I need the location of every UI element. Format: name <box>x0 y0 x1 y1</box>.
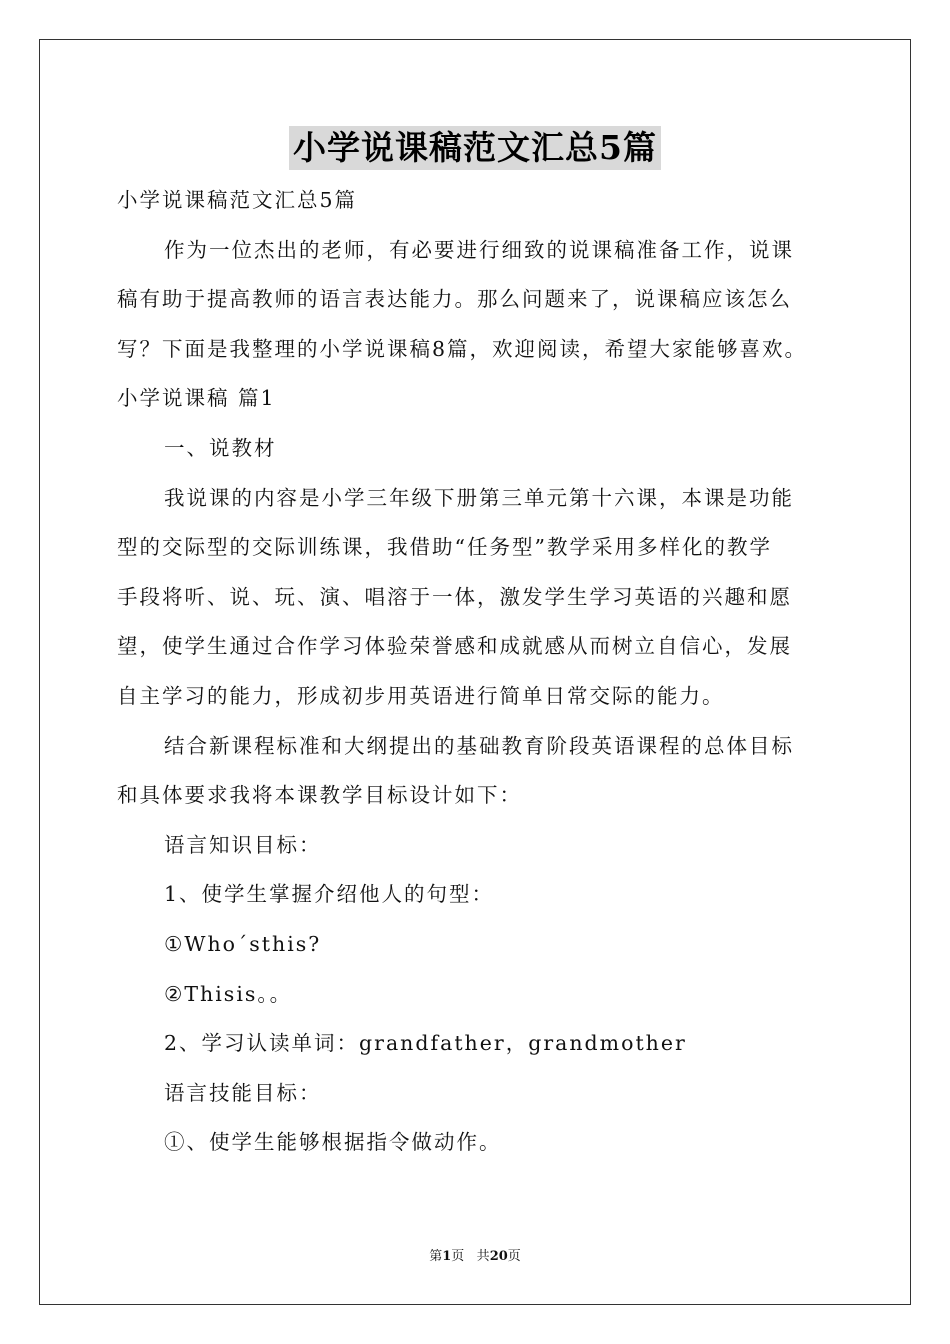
text-line: 自主学习的能力，形成初步用英语进行简单日常交际的能力。 <box>117 683 725 708</box>
footer-page-suffix: 页 <box>451 1249 465 1264</box>
text-line: 1、使学生掌握介绍他人的句型： <box>164 882 495 907</box>
document-title: 小学说课稿范文汇总5篇 <box>289 126 661 170</box>
footer-page-prefix: 第 <box>429 1249 443 1264</box>
text-line: ①、使学生能够根据指令做动作。 <box>164 1130 502 1155</box>
text-line: 作为一位杰出的老师，有必要进行细致的说课稿准备工作，说课 <box>164 237 794 262</box>
text-line: 稿有助于提高教师的语言表达能力。那么问题来了，说课稿应该怎么 <box>117 287 792 312</box>
text-line: 语言知识目标： <box>164 832 322 857</box>
text-line: 结合新课程标准和大纲提出的基础教育阶段英语课程的总体目标 <box>164 733 794 758</box>
footer-total-prefix: 共 <box>476 1249 490 1264</box>
text-line: 语言技能目标： <box>164 1080 322 1105</box>
text-line: 手段将听、说、玩、演、唱溶于一体，激发学生学习英语的兴趣和愿 <box>117 584 792 609</box>
text-line: 和具体要求我将本课教学目标设计如下： <box>117 783 522 808</box>
text-line: 小学说课稿范文汇总5篇 <box>117 188 358 212</box>
text-line: 一、说教材 <box>164 435 277 460</box>
footer-total-suffix: 页 <box>507 1249 521 1264</box>
text-line: 望，使学生通过合作学习体验荣誉感和成就感从而树立自信心，发展 <box>117 634 792 659</box>
text-line: ②Thisis。。 <box>164 981 293 1006</box>
text-line: 写？下面是我整理的小学说课稿8篇，欢迎阅读，希望大家能够喜欢。 <box>117 336 808 361</box>
footer-total-pages: 20 <box>489 1249 508 1264</box>
footer-page-number: 1 <box>442 1249 452 1264</box>
text-line: 我说课的内容是小学三年级下册第三单元第十六课，本课是功能 <box>164 485 794 510</box>
text-line: 小学说课稿 篇1 <box>117 386 276 411</box>
text-line: 2、学习认读单词：grandfather，grandmother <box>164 1031 687 1056</box>
text-line: ①Who´sthis? <box>164 931 322 956</box>
title-container <box>0 126 950 170</box>
text-line: 型的交际型的交际训练课，我借助“任务型”教学采用多样化的教学 <box>117 535 772 560</box>
document-body <box>117 176 837 1168</box>
page-footer <box>0 1245 950 1264</box>
